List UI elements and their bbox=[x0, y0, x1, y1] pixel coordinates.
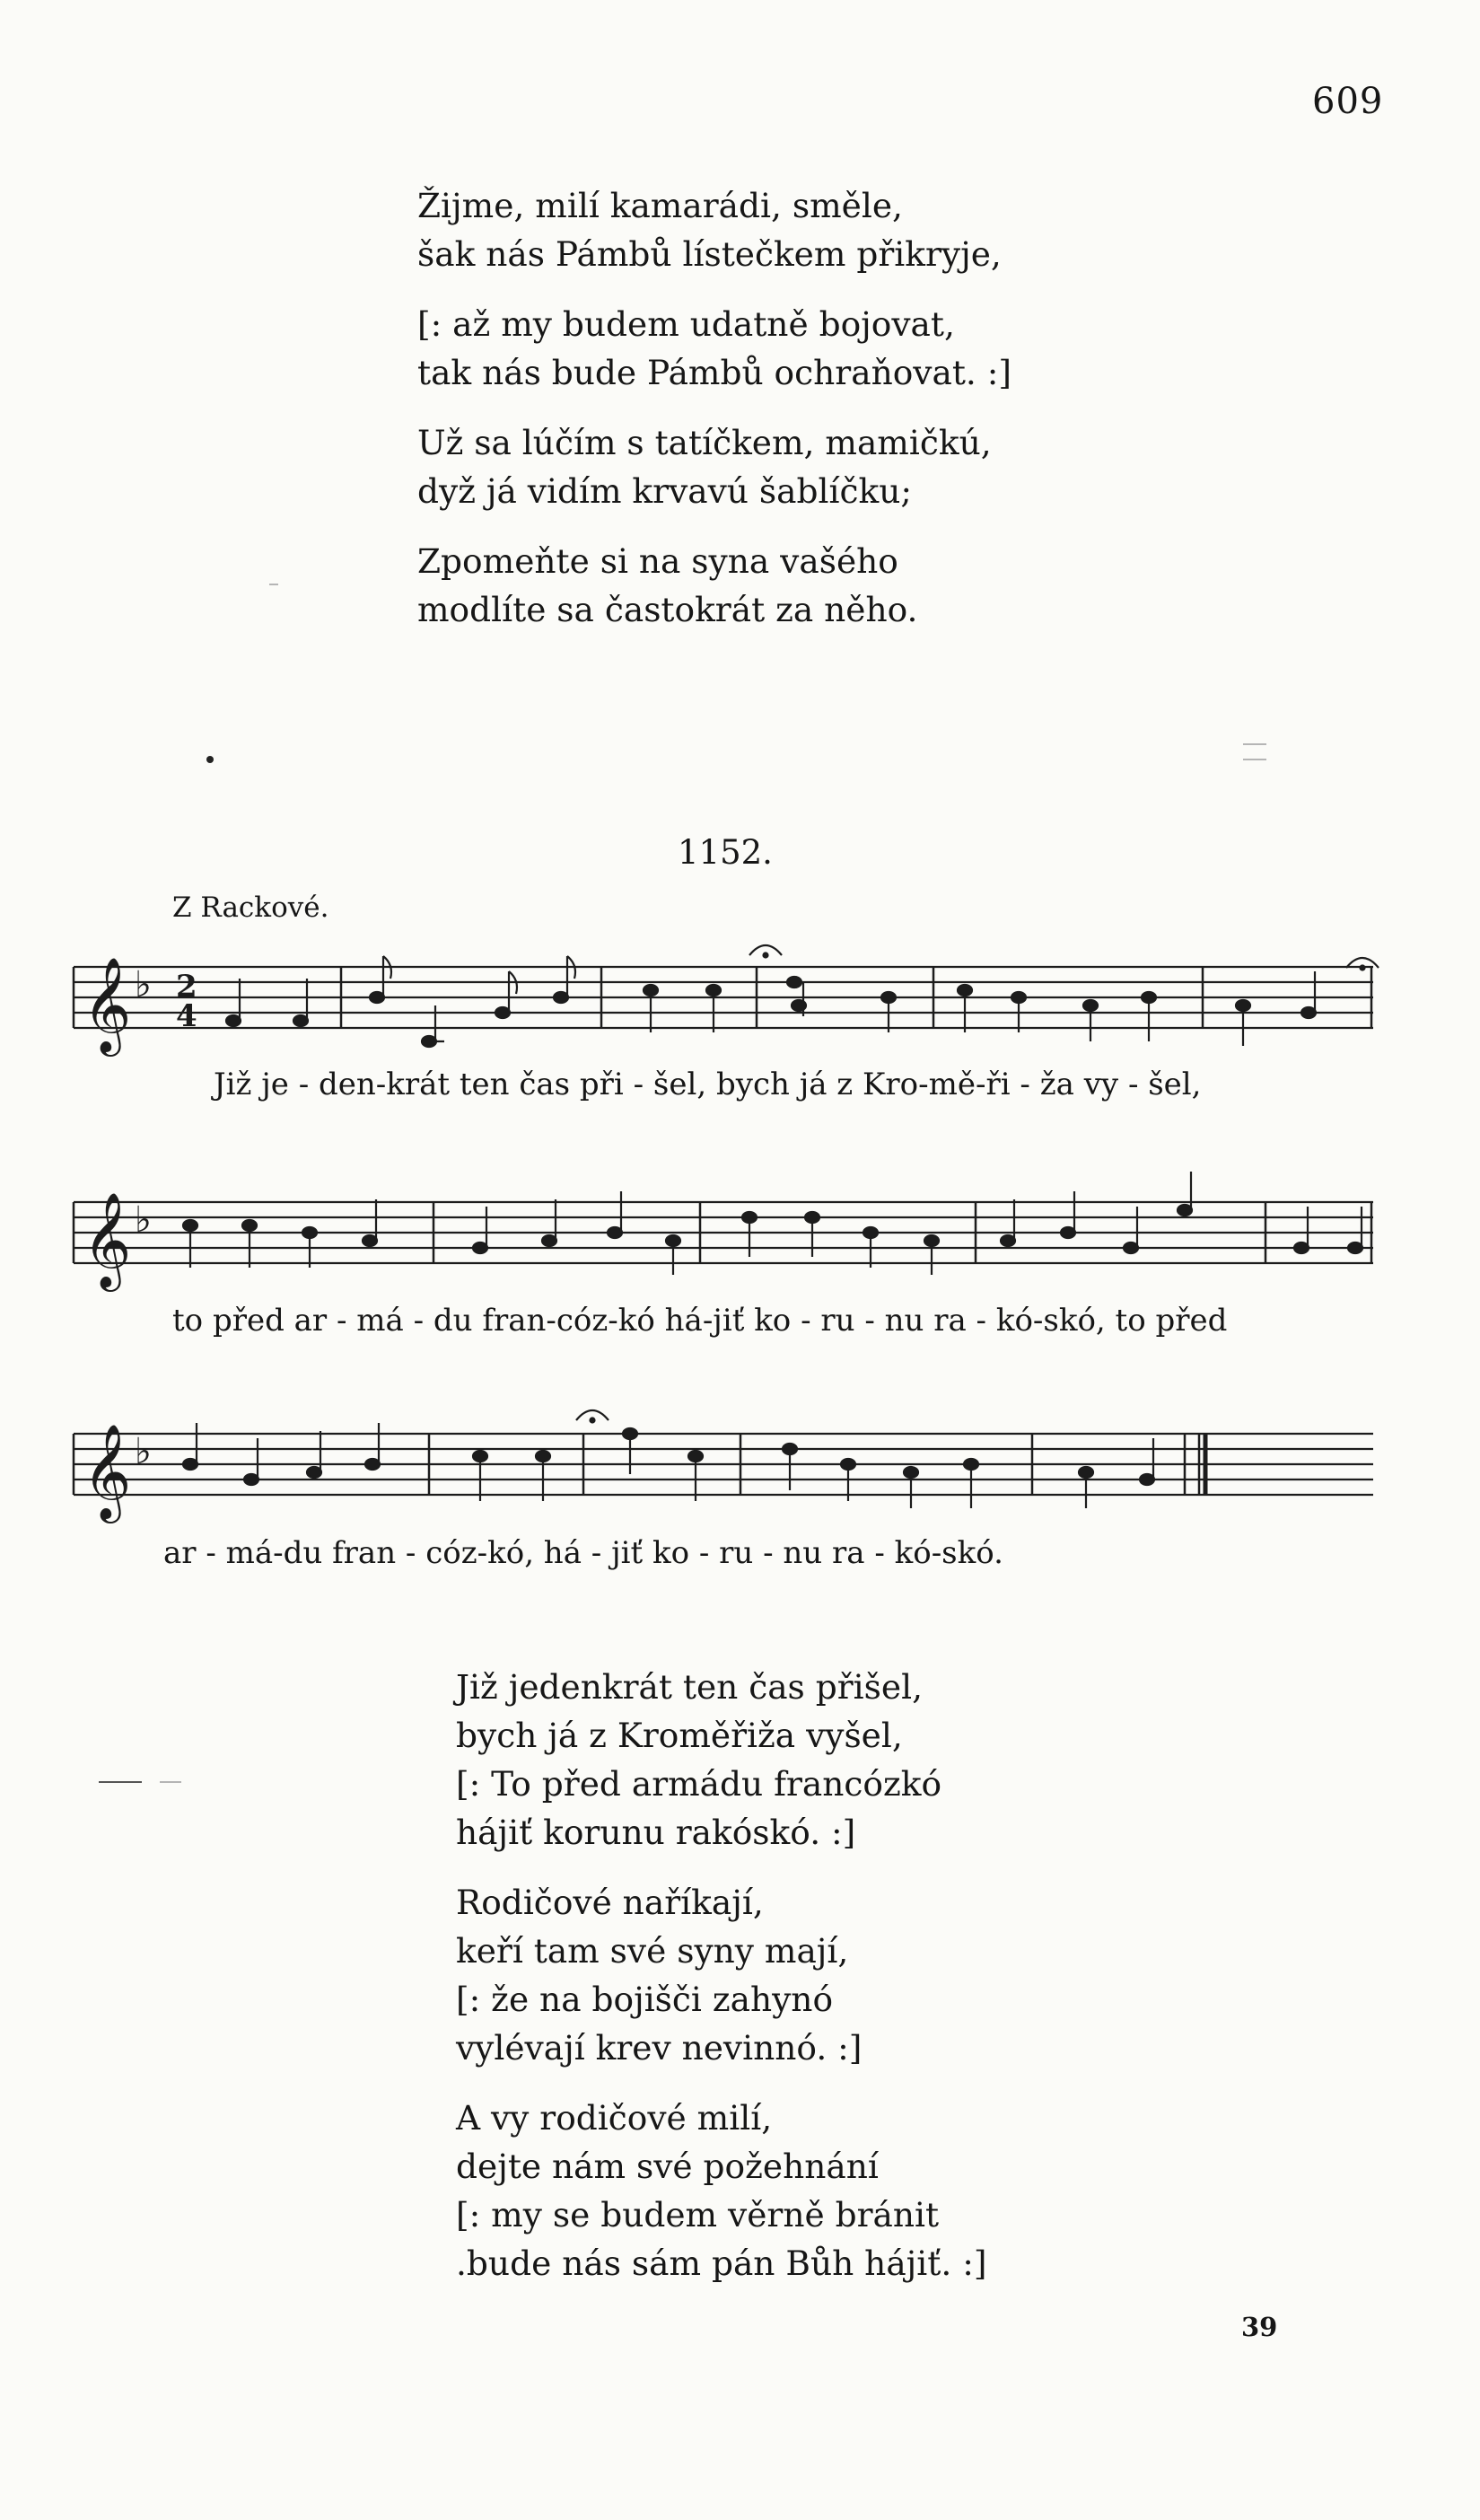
notes-system-1 bbox=[226, 945, 1379, 1047]
treble-clef-icon: 𝄞 bbox=[83, 956, 132, 1052]
verse-line: [: až my budem udatně bojovat, bbox=[417, 304, 955, 344]
flat-icon: ♭ bbox=[135, 1431, 152, 1472]
verse-line: dejte nám své požehnání bbox=[456, 2147, 879, 2186]
scan-mark bbox=[269, 584, 278, 585]
lyrics-row-2: to před ar - má - du fran-cóz-kó há-jiť ko - ru - nu ra - kó-skó, to před bbox=[172, 1303, 1228, 1339]
staff-lines-1 bbox=[74, 967, 1373, 1028]
flat-icon: ♭ bbox=[135, 964, 152, 1005]
verse-6 bbox=[456, 1878, 986, 2072]
verse-line: bych já z Kroměřiža vyšel, bbox=[456, 1716, 903, 1755]
scan-speck bbox=[206, 756, 214, 763]
scan-mark bbox=[1243, 743, 1266, 745]
lyrics-row-3: ar - má-du fran - cóz-kó, há - jiť ko - ru - nu ra - kó-skó. bbox=[163, 1535, 1003, 1571]
verse-7 bbox=[456, 2094, 986, 2287]
notes-system-3 bbox=[183, 1410, 1154, 1508]
verse-line: Rodičové naříkají, bbox=[456, 1883, 764, 1922]
treble-clef-icon: 𝄞 bbox=[83, 1423, 132, 1519]
time-signature-top: 2 bbox=[176, 969, 197, 1005]
verse-line: Zpomeňte si na syna vašého bbox=[417, 541, 898, 581]
song-origin: Z Rackové. bbox=[172, 891, 329, 924]
verse-line: .bude nás sám pán Bůh hájiť. :] bbox=[456, 2243, 987, 2283]
verse-line: A vy rodičové milí, bbox=[456, 2098, 773, 2138]
verse-line: šak nás Pámbů lístečkem přikryje, bbox=[417, 234, 1002, 274]
verse-line: hájiť korunu rakóskó. :] bbox=[456, 1813, 856, 1852]
verse-line: tak nás bude Pámbů ochraňovat. :] bbox=[417, 353, 1012, 392]
verse-line: [: my se budem věrně bránit bbox=[456, 2195, 940, 2235]
scan-mark bbox=[160, 1781, 181, 1783]
verse-line: [: To před armádu francózkó bbox=[456, 1764, 942, 1804]
verse-line: [: že na bojišči zahynó bbox=[456, 1980, 834, 2019]
flat-icon: ♭ bbox=[135, 1199, 152, 1241]
bottom-verses bbox=[456, 1663, 986, 2287]
lyrics-row-1: Již je - den-krát ten čas při - šel, bych já z Kro-mě-ři - ža vy - šel, bbox=[214, 1067, 1202, 1102]
verse-line: Už sa lúčím s tatíčkem, mamičkú, bbox=[417, 423, 992, 462]
notes-system-2 bbox=[183, 1172, 1362, 1275]
verse-line: vylévají krev nevinnó. :] bbox=[456, 2028, 863, 2068]
scan-mark bbox=[99, 1781, 142, 1783]
song-number: 1152. bbox=[678, 833, 773, 872]
verse-line: Žijme, milí kamarádi, směle, bbox=[417, 186, 903, 225]
time-signature-bottom: 4 bbox=[176, 998, 197, 1034]
verse-line: modlíte sa častokrát za něho. bbox=[417, 590, 918, 629]
verse-5 bbox=[456, 1663, 986, 1857]
sheet-signature-mark: 39 bbox=[1241, 2312, 1278, 2342]
page-number: 609 bbox=[1312, 81, 1384, 122]
verse-line: dyž já vidím krvavú šablíčku; bbox=[417, 471, 912, 511]
staff-lines-3 bbox=[74, 1434, 1373, 1495]
barlines bbox=[74, 967, 1371, 1495]
verse-line: keří tam své syny mají, bbox=[456, 1931, 849, 1971]
treble-clef-icon: 𝄞 bbox=[83, 1191, 132, 1287]
verse-line: Již jedenkrát ten čas přišel, bbox=[456, 1667, 924, 1707]
scan-mark bbox=[1243, 759, 1266, 760]
